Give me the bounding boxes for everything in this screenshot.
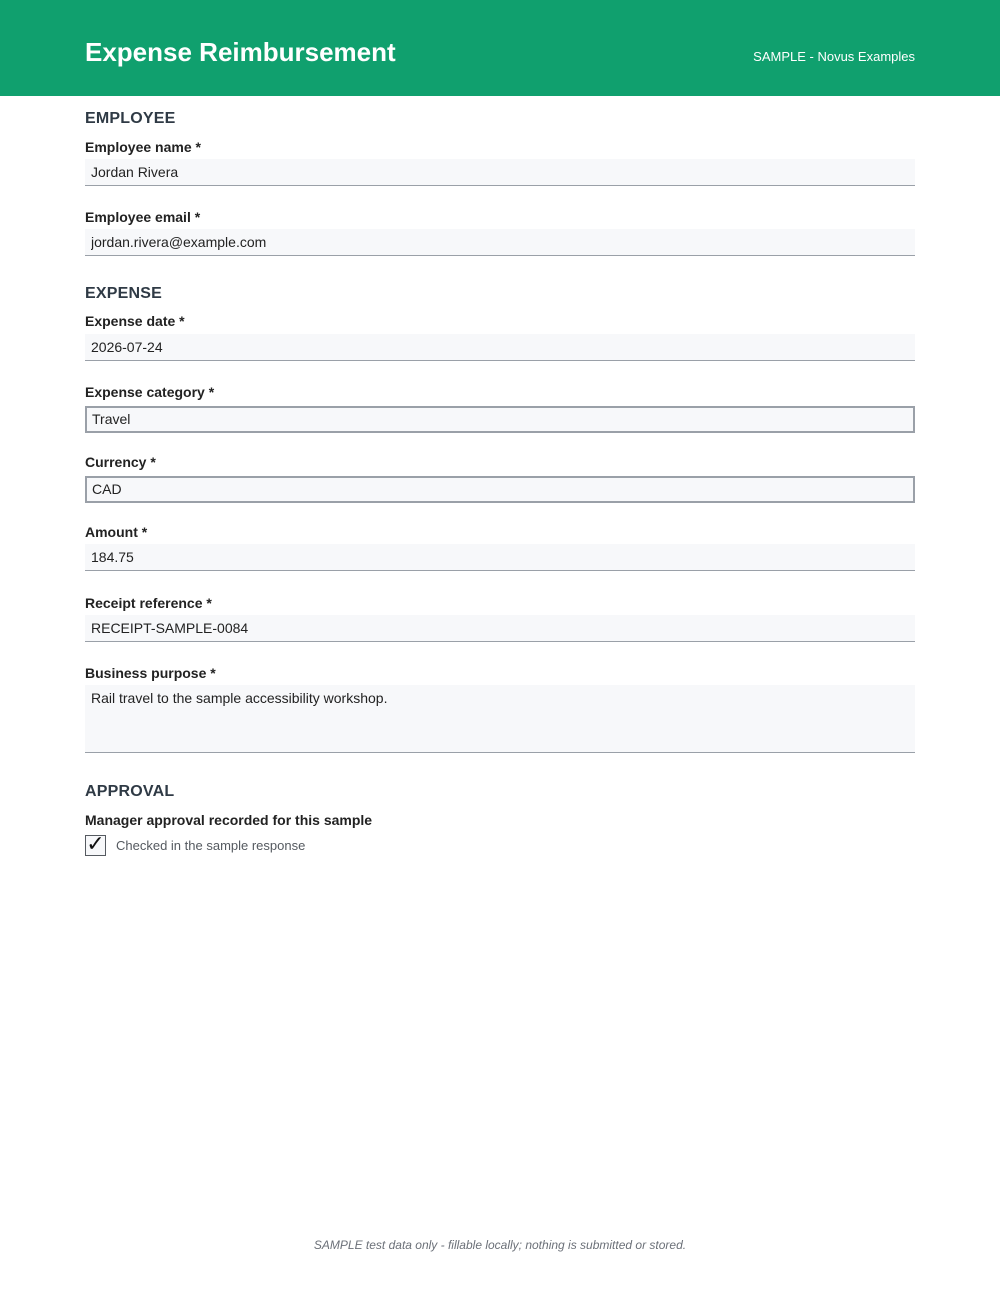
business-purpose-label: Business purpose * — [85, 665, 216, 681]
manager-approval-checkbox[interactable] — [85, 832, 106, 857]
currency-select[interactable]: CAD — [85, 476, 915, 503]
employee-name-label: Employee name * — [85, 139, 201, 155]
section-title-expense: EXPENSE — [85, 285, 162, 302]
business-purpose-field[interactable] — [85, 685, 915, 753]
expense-category-label: Expense category * — [85, 384, 215, 400]
page-title: Expense Reimbursement — [85, 37, 396, 67]
amount-label: Amount * — [85, 524, 148, 540]
employee-email-field[interactable] — [85, 229, 915, 256]
header-subtitle: SAMPLE - Novus Examples — [753, 49, 915, 64]
currency-label: Currency * — [85, 454, 156, 470]
amount-field[interactable] — [85, 544, 915, 571]
section-title-employee: EMPLOYEE — [85, 110, 176, 127]
footer-note: SAMPLE test data only - fillable locally; nothing is submitted or stored. — [313, 1238, 687, 1252]
receipt-reference-field[interactable] — [85, 615, 915, 642]
expense-category-select[interactable]: Travel — [85, 406, 915, 433]
manager-approval-label: Manager approval recorded for this sample — [85, 812, 373, 828]
expense-date-field[interactable] — [85, 334, 915, 361]
page-header — [0, 0, 1000, 96]
check-icon: ✓ — [86, 832, 105, 857]
employee-name-field[interactable] — [85, 159, 915, 186]
expense-date-label: Expense date * — [85, 313, 185, 329]
manager-approval-caption: Checked in the sample response — [116, 838, 306, 853]
section-title-approval: APPROVAL — [85, 783, 175, 800]
employee-email-label: Employee email * — [85, 209, 201, 225]
receipt-reference-label: Receipt reference * — [85, 595, 212, 611]
